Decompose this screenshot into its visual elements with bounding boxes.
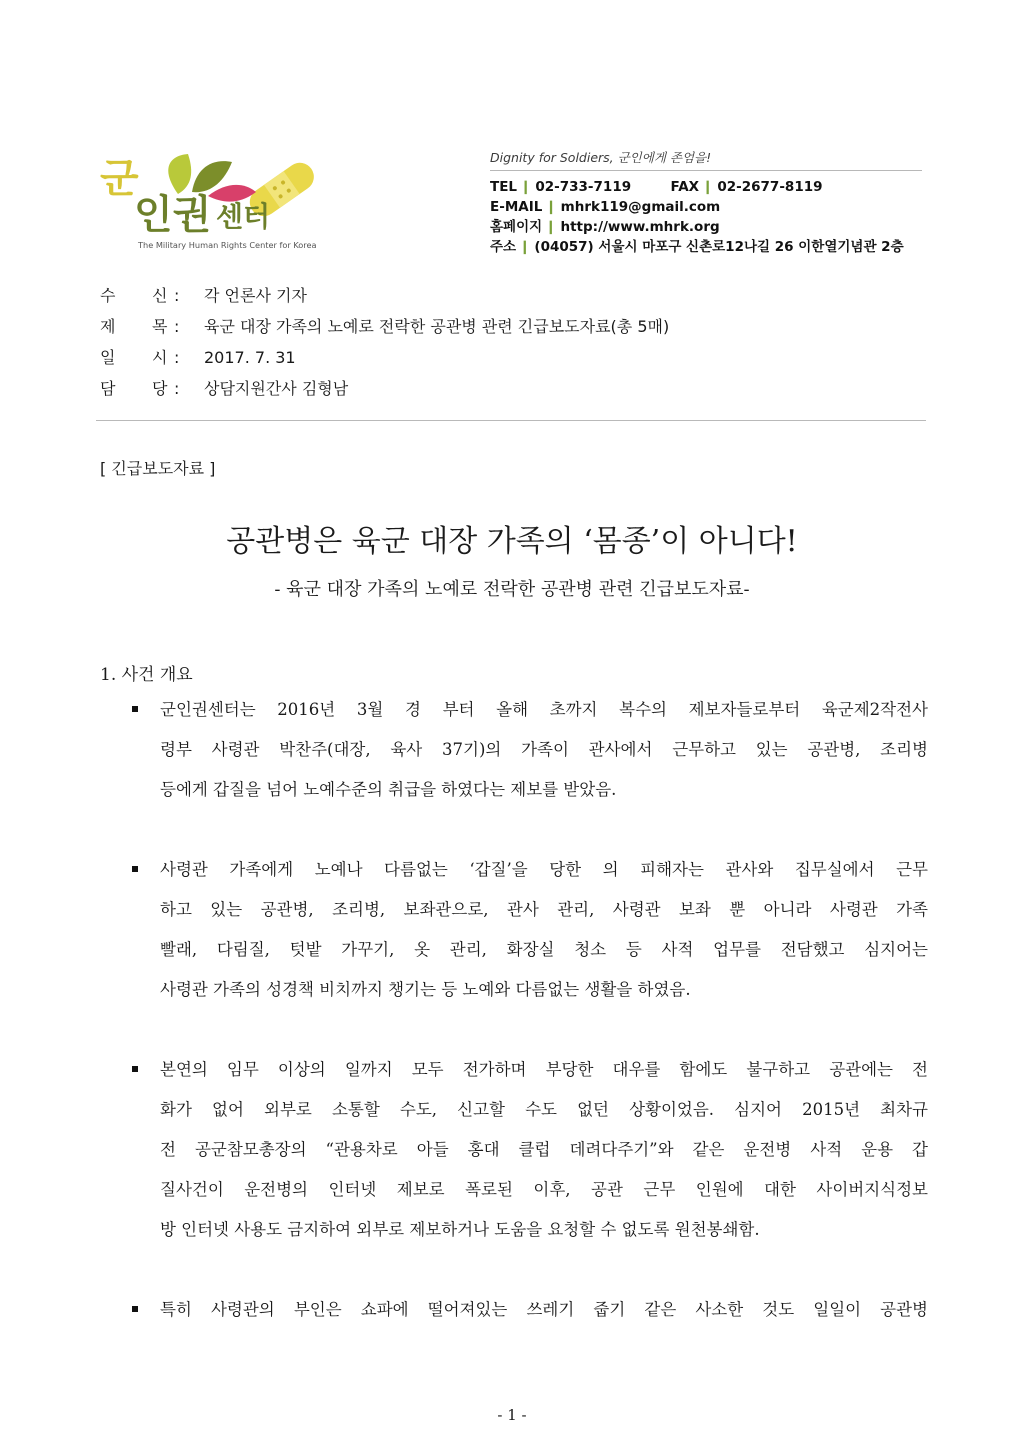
memo-header — [100, 284, 669, 408]
svg-text:The Military Human Rights Cent: The Military Human Rights Center for Korea — [138, 240, 317, 250]
meta-key-2: 신 — [152, 286, 168, 305]
meta-key-1: 일 — [100, 348, 116, 367]
bullet-marker — [132, 866, 138, 872]
bullet-marker — [132, 1306, 138, 1312]
contact-divider — [490, 170, 922, 171]
bullet-line: 령부 사령관 박찬주(대장, 육사 37기)의 가족이 관사에서 근무하고 있는 공관병, 조리병 — [160, 740, 928, 759]
bullet-item — [128, 850, 928, 1010]
logo — [96, 142, 336, 254]
address-line — [490, 237, 922, 257]
contact-block — [490, 148, 922, 257]
bullet-line: 본연의 임무 이상의 일까지 모두 전가하며 부당한 대우를 함에도 불구하고 공관에는 전 — [160, 1060, 928, 1079]
document-tag: [ 긴급보도자료 ] — [100, 459, 216, 478]
meta-key-2: 시 — [152, 348, 168, 367]
meta-key-1: 수 — [100, 286, 116, 305]
bullet-marker — [132, 1066, 138, 1072]
meta-colon: : — [174, 379, 180, 398]
bullet-line: 등에게 갑질을 넘어 노예수준의 취급을 하였다는 제보를 받았음. — [160, 780, 617, 799]
meta-row-recipient — [100, 284, 669, 315]
bullet-line: 사령관 가족에게 노예나 다름없는 ‘갑질’을 당한 의 피해자는 관사와 집무실에서 근무 — [160, 860, 928, 879]
bullet-item — [128, 690, 928, 810]
bullet-line: 방 인터넷 사용도 금지하여 외부로 제보하거나 도움을 요청할 수 없도록 원천봉쇄함. — [160, 1220, 760, 1239]
fax-label: FAX — [670, 179, 700, 195]
meta-colon: : — [174, 348, 180, 367]
meta-row-contact-person — [100, 377, 669, 408]
separator-bar: ❙ — [545, 199, 557, 215]
meta-colon: : — [174, 317, 180, 336]
document-subtitle: - 육군 대장 가족의 노예로 전락한 공관병 관련 긴급보도자료- — [274, 579, 750, 600]
document-title: 공관병은 육군 대장 가족의 ‘몸종’이 아니다! — [226, 524, 798, 559]
bullet-line: 전 공군참모총장의 “관용차로 아들 홍대 클럽 데려다주기”와 같은 운전병 사적 운용 갑 — [160, 1140, 928, 1159]
bullet-line: 사령관 가족의 성경책 비치까지 챙기는 등 노예와 다름없는 생활을 하였음. — [160, 980, 691, 999]
svg-text:센터: 센터 — [216, 200, 271, 233]
meta-row-subject — [100, 315, 669, 346]
bullet-list — [128, 690, 928, 1370]
tel-fax-line — [490, 177, 922, 197]
tel-label: TEL — [490, 179, 518, 195]
homepage-line — [490, 217, 922, 237]
bullet-line: 하고 있는 공관병, 조리병, 보좌관으로, 관사 관리, 사령관 보좌 뿐 아니라 사령관 가족 — [160, 900, 928, 919]
bullet-item — [128, 1050, 928, 1250]
bullet-line: 빨래, 다림질, 텃밭 가꾸기, 옷 관리, 화장실 청소 등 사적 업무를 전담했고 심지어는 — [160, 940, 928, 959]
email-address[interactable]: mhrk119@gmail.com — [560, 199, 721, 215]
slogan: Dignity for Soldiers, 군인에게 존엄을! — [490, 150, 712, 165]
meta-value: 상담지원간사 김형남 — [204, 379, 349, 398]
address-text: (04057) 서울시 마포구 신촌로12나길 26 이한열기념관 2층 — [534, 239, 904, 255]
address-label: 주소 — [490, 239, 517, 255]
bullet-line: 특히 사령관의 부인은 쇼파에 떨어져있는 쓰레기 줍기 같은 사소한 것도 일일이 공관병 — [160, 1300, 928, 1319]
page-number: - 1 - — [497, 1406, 527, 1424]
bullet-line: 군인권센터는 2016년 3월 경 부터 올해 초까지 복수의 제보자들로부터 육군제2작전사 — [160, 700, 928, 719]
email-line — [490, 197, 922, 217]
separator-bar: ❙ — [545, 219, 557, 235]
meta-value: 각 언론사 기자 — [204, 286, 307, 305]
bullet-item — [128, 1290, 928, 1330]
bullet-line: 화가 없어 외부로 소통할 수도, 신고할 수도 없던 상황이었음. 심지어 2015년 최차규 — [160, 1100, 928, 1119]
homepage-url[interactable]: http://www.mhrk.org — [560, 219, 720, 235]
meta-value: 2017. 7. 31 — [204, 348, 296, 367]
email-label: E-MAIL — [490, 199, 543, 215]
section-heading: 1. 사건 개요 — [100, 665, 193, 685]
meta-key-2: 당 — [152, 379, 168, 398]
meta-key-1: 제 — [100, 317, 116, 336]
separator-bar: ❙ — [519, 239, 531, 255]
meta-key-1: 담 — [100, 379, 116, 398]
meta-key-2: 목 — [152, 317, 168, 336]
svg-text:군: 군 — [100, 156, 139, 202]
fax-number: 02-2677-8119 — [717, 179, 823, 195]
meta-colon: : — [174, 286, 180, 305]
homepage-label: 홈페이지 — [490, 219, 543, 235]
separator-bar: ❙ — [520, 179, 532, 195]
header-divider — [96, 420, 926, 421]
tel-number: 02-733-7119 — [535, 179, 632, 195]
logo-mark — [96, 142, 336, 254]
svg-text:인권: 인권 — [134, 192, 212, 238]
bullet-marker — [132, 706, 138, 712]
meta-row-date — [100, 346, 669, 377]
meta-value: 육군 대장 가족의 노예로 전락한 공관병 관련 긴급보도자료(총 5매) — [204, 317, 670, 336]
bullet-line: 질사건이 운전병의 인터넷 제보로 폭로된 이후, 공관 근무 인원에 대한 사이버지식정보 — [160, 1180, 928, 1199]
separator-bar: ❙ — [702, 179, 714, 195]
